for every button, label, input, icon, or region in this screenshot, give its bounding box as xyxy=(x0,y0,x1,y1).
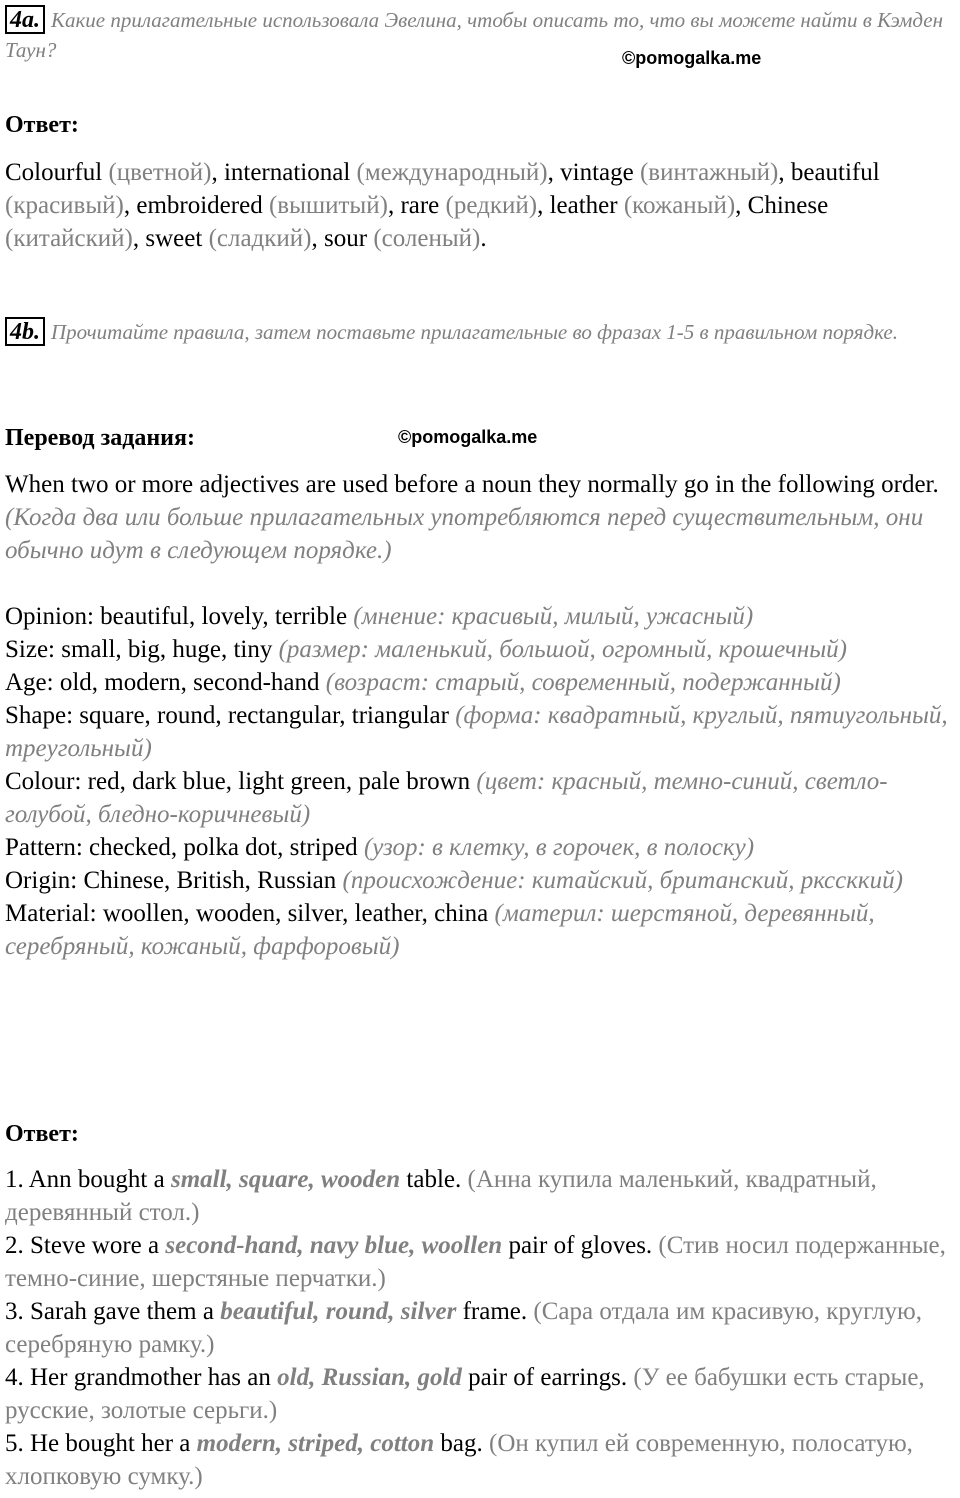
answer-word-en: rare xyxy=(400,192,440,219)
answer-separator: , xyxy=(387,192,401,219)
rule-en: Pattern: checked, polka dot, striped xyxy=(5,834,358,861)
answer-separator: , xyxy=(537,192,550,219)
rule-line xyxy=(5,864,960,897)
rule-ru: (форма: квадратный, круглый, пятиугольный, треугольный) xyxy=(5,702,948,762)
sentence-end: bag. xyxy=(440,1430,483,1457)
rule-en: Opinion: beautiful, lovely, terrible xyxy=(5,603,348,630)
answer-sentence xyxy=(5,1361,960,1427)
rule-en: Shape: square, round, rectangular, triangular xyxy=(5,702,449,729)
sentence-adjectives: old, Russian, gold xyxy=(277,1364,462,1391)
answer-4a-text xyxy=(5,156,960,255)
answer-word-ru: (международный) xyxy=(356,159,548,186)
sentence-start: 2. Steve wore a xyxy=(5,1232,160,1259)
rules-text xyxy=(5,600,960,963)
sentence-adjectives: small, square, wooden xyxy=(170,1166,401,1193)
sentence-translation: (Анна купила маленький, квадратный, деревянный стол.) xyxy=(5,1166,877,1226)
task-4a-text-block xyxy=(5,5,960,65)
translation-intro xyxy=(5,468,960,567)
answer-word-ru: (цветной) xyxy=(108,159,212,186)
intro-en: When two or more adjectives are used before a noun they normally go in the following order. xyxy=(5,471,939,498)
answer-separator: , xyxy=(547,159,561,186)
sentence-start: 1. Ann bought a xyxy=(5,1166,165,1193)
sentence-adjectives: modern, striped, cotton xyxy=(196,1430,435,1457)
answer-word-ru: (вышитый) xyxy=(268,192,388,219)
task-4b-text: Прочитайте правила, затем поставьте прилагательные во фразах 1-5 в правильном порядке. xyxy=(51,320,898,344)
answer-sentence xyxy=(5,1295,960,1361)
answer-word-en: embroidered xyxy=(136,192,263,219)
sentence-adjectives: second-hand, navy blue, woollen xyxy=(165,1232,503,1259)
rule-en: Origin: Chinese, British, Russian xyxy=(5,867,337,894)
rule-ru: (происхождение: китайский, британский, ркссккий) xyxy=(342,867,903,894)
answer-word-ru: (сладкий) xyxy=(208,225,312,252)
rule-ru: (материл: шерстяной, деревянный, серебряный, кожаный, фарфоровый) xyxy=(5,900,875,960)
answer-word-en: Colourful xyxy=(5,159,103,186)
sentence-end: table. xyxy=(406,1166,462,1193)
rules-list xyxy=(5,600,960,963)
task-4a-number: 4a. xyxy=(5,5,45,34)
sentence-start: 5. He bought her a xyxy=(5,1430,191,1457)
rule-line xyxy=(5,666,960,699)
answer-word-ru: (красивый) xyxy=(5,192,124,219)
rule-line xyxy=(5,633,960,666)
rule-en: Colour: red, dark blue, light green, pale brown xyxy=(5,768,471,795)
answer-word-en: beautiful xyxy=(790,159,880,186)
answer-word-ru: (китайский) xyxy=(5,225,133,252)
answer-word-ru: (редкий) xyxy=(445,192,538,219)
sentence-adjectives: beautiful, round, silver xyxy=(220,1298,457,1325)
rule-ru: (возраст: старый, современный, подержанный) xyxy=(325,669,841,696)
rule-ru: (мнение: красивый, милый, ужасный) xyxy=(353,603,754,630)
answer-word-en: Chinese xyxy=(747,192,829,219)
answer-separator: , xyxy=(778,159,791,186)
answer-4a xyxy=(5,156,960,255)
rule-line xyxy=(5,897,960,963)
rule-line xyxy=(5,600,960,633)
answer-word-en: international xyxy=(223,159,351,186)
rule-line xyxy=(5,765,960,831)
answer-word-en: leather xyxy=(549,192,618,219)
answer-4b-text xyxy=(5,1163,960,1493)
translation-heading: Перевод задания: xyxy=(5,425,195,451)
answer-sentence xyxy=(5,1163,960,1229)
rule-ru: (размер: маленький, большой, огромный, крошечный) xyxy=(278,636,848,663)
sentence-start: 4. Her grandmother has an xyxy=(5,1364,271,1391)
translation-intro-text xyxy=(5,468,960,567)
answer-word-ru: (соленый) xyxy=(373,225,481,252)
answer-4b xyxy=(5,1163,960,1493)
task-4b-number: 4b. xyxy=(5,317,45,346)
intro-ru: (Когда два или больше прилагательных употребляются перед существительным, они обычно идут в следующем порядке.) xyxy=(5,504,924,564)
answer-word-ru: (кожаный) xyxy=(623,192,736,219)
answer-separator: , xyxy=(735,192,748,219)
answer-separator: , xyxy=(211,159,224,186)
answer-separator: . xyxy=(480,225,487,252)
task-4b-text-block xyxy=(5,317,960,347)
answer-word-en: vintage xyxy=(560,159,634,186)
answer-word-en: sweet xyxy=(145,225,203,252)
rule-ru: (цвет: красный, темно-синий, светло-голубой, бледно-коричневый) xyxy=(5,768,888,828)
task-4a xyxy=(5,5,960,65)
sentence-end: pair of earrings. xyxy=(468,1364,628,1391)
sentence-translation: (У ее бабушки есть старые, русские, золотые серьги.) xyxy=(5,1364,925,1424)
sentence-translation: (Стив носил подержанные, темно-синие, шерстяные перчатки.) xyxy=(5,1232,946,1292)
sentence-start: 3. Sarah gave them a xyxy=(5,1298,214,1325)
watermark: ©pomogalka.me xyxy=(398,427,538,447)
rule-en: Age: old, modern, second-hand xyxy=(5,669,320,696)
answer-separator: , xyxy=(123,192,137,219)
sentence-end: frame. xyxy=(462,1298,528,1325)
answer-sentence xyxy=(5,1427,960,1493)
sentence-end: pair of gloves. xyxy=(508,1232,653,1259)
rule-line xyxy=(5,831,960,864)
answer-4b-heading: Ответ: xyxy=(5,1121,79,1147)
sentence-translation: (Сара отдала им красивую, круглую, серебряную рамку.) xyxy=(5,1298,922,1358)
rule-en: Size: small, big, huge, tiny xyxy=(5,636,273,663)
sentence-translation: (Он купил ей современную, полосатую, хлопковую сумку.) xyxy=(5,1430,913,1490)
answer-separator: , xyxy=(311,225,325,252)
rule-ru: (узор: в клетку, в горочек, в полоску) xyxy=(363,834,755,861)
task-4b xyxy=(5,317,960,347)
answer-word-ru: (винтажный) xyxy=(639,159,779,186)
rule-en: Material: woollen, wooden, silver, leather, china xyxy=(5,900,489,927)
watermark: ©pomogalka.me xyxy=(622,48,762,68)
answer-4a-heading: Ответ: xyxy=(5,112,79,138)
task-4a-text: Какие прилагательные использовала Эвелина, чтобы описать то, что вы можете найти в Кэмден Таун? xyxy=(5,8,944,62)
answer-sentence xyxy=(5,1229,960,1295)
rule-line xyxy=(5,699,960,765)
answer-separator: , xyxy=(132,225,146,252)
answer-word-en: sour xyxy=(324,225,368,252)
